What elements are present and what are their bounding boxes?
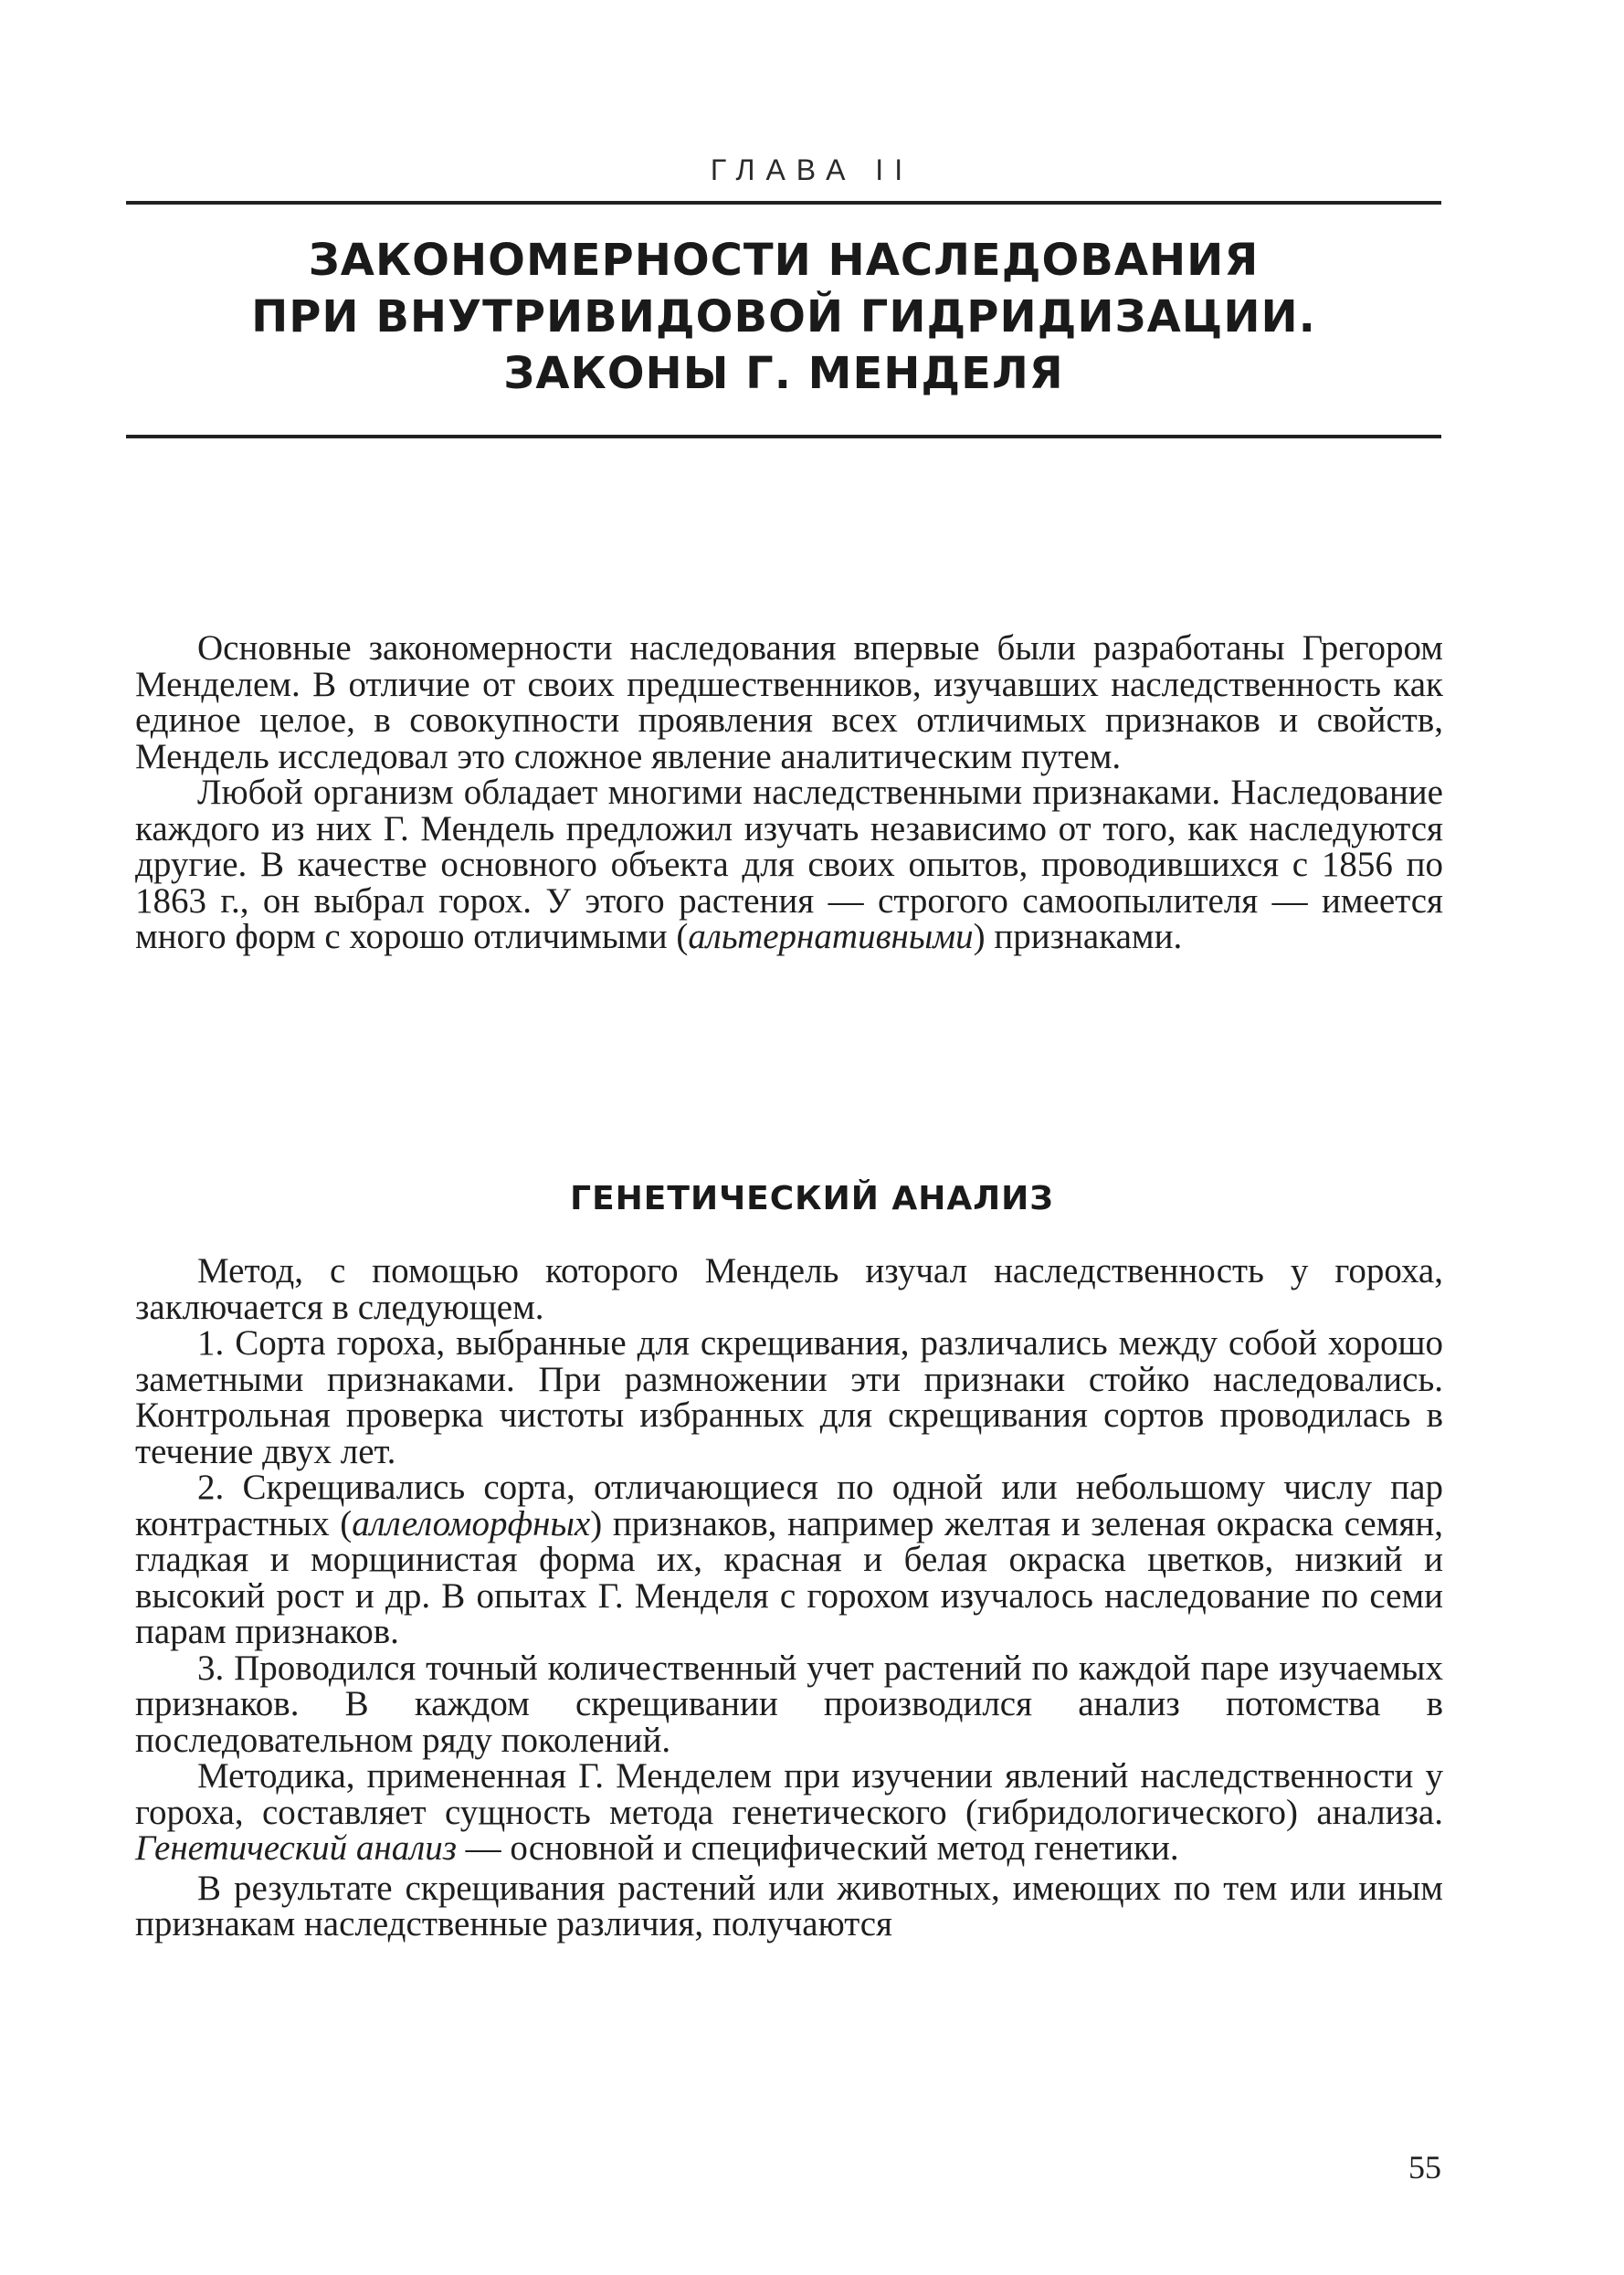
page-number: 55 <box>1408 2149 1441 2185</box>
intro-p2-text-a: Любой организм обладает многими наследственными признаками. Наследование каждого из них Г. Мендель предложил изучать независимо от того, как наследуются другие. В качестве основного объекта для своих опытов, проводившихся с 1856 по 1863 г., он выбрал горох. У этого растения — строгого самоопылителя — имеется много форм с хорошо отличимыми ( <box>135 773 1443 956</box>
title-bottom-rule <box>126 435 1441 438</box>
intro-p2-italic-term: альтернативными <box>688 917 974 956</box>
list-item-2 <box>135 1469 1443 1650</box>
intro-paragraph-2 <box>135 774 1443 955</box>
item2-text-b: ) признаков, например желтая и зеленая окраска семян, гладкая и морщинистая форма их, красная и белая окраска цветков, низкий и высокий рост и др. В опытах Г. Менделя с горохом изучалось наследование по семи парам признаков. <box>135 1503 1443 1651</box>
intro-paragraph-1: Основные закономерности наследования впервые были разработаны Грегором Менделем. В отличие от своих предшественников, изучавших наследственность как единое целое, в совокупности проявления всех отличимых признаков и свойств, Мендель исследовал это сложное явление аналитическим путем. <box>135 628 1443 776</box>
title-top-rule <box>126 201 1441 205</box>
chapter-title-line-3: ЗАКОНЫ Г. МЕНДЕЛЯ <box>503 348 1064 399</box>
chapter-title-line-2: ПРИ ВНУТРИВИДОВОЙ ГИДРИДИЗАЦИИ. <box>251 291 1316 342</box>
chapter-title <box>126 232 1441 402</box>
intro-text <box>135 630 1443 955</box>
method-text-b: — основной и специфический метод генетики. <box>456 1828 1179 1868</box>
chapter-label: ГЛАВА II <box>710 153 914 186</box>
item2-italic-term: аллеломорфных <box>352 1503 591 1543</box>
section-text <box>135 1253 1443 1943</box>
method-text-a: Методика, примененная Г. Менделем при изучении явлений наследственности у гороха, составляет сущность метода генетического (гибридологического) анализа. <box>135 1756 1443 1832</box>
item2-text-a: 2. Скрещивались сорта, отличающиеся по одной или небольшому числу пар контрастных ( <box>135 1468 1443 1543</box>
section-paragraph-1: Метод, с помощью которого Мендель изучал наследственность у гороха, заключается в следующем. <box>135 1251 1443 1327</box>
chapter-title-line-1: ЗАКОНОМЕРНОСТИ НАСЛЕДОВАНИЯ <box>308 235 1260 286</box>
section-heading: ГЕНЕТИЧЕСКИЙ АНАЛИЗ <box>570 1180 1054 1217</box>
list-item-3: 3. Проводился точный количественный учет растений по каждой паре изучаемых признаков. В каждом скрещивании производился анализ потомства в последовательном ряду поколений. <box>135 1648 1443 1760</box>
intro-p2-text-b: ) признаками. <box>973 917 1183 956</box>
method-paragraph <box>135 1758 1443 1867</box>
list-item-1: 1. Сорта гороха, выбранные для скрещивания, различались между собой хорошо заметными признаками. При размножении эти признаки стойко наследовались. Контрольная проверка чистоты избранных для скрещивания сортов проводилась в течение двух лет. <box>135 1323 1443 1471</box>
method-italic-term: Генетический анализ <box>135 1828 457 1868</box>
final-paragraph: В результате скрещивания растений или животных, имеющих по тем или иным признакам наследственные различия, получаются <box>135 1868 1443 1943</box>
